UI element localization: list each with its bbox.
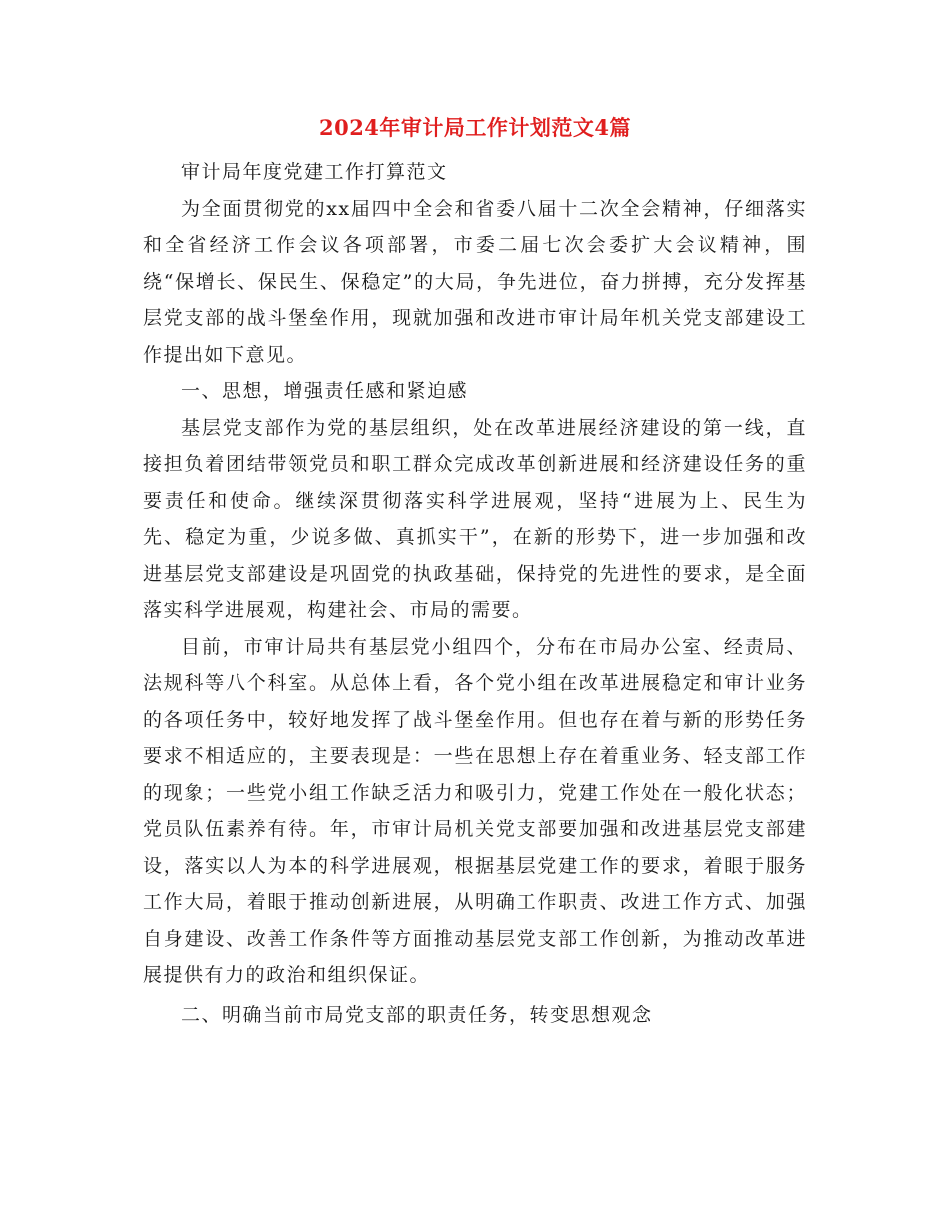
subtitle-paragraph: 审计局年度党建工作打算范文 [181,161,448,183]
section-heading-1: 一、思想，增强责任感和紧迫感 [181,380,469,402]
document-title: 2024年审计局工作计划范文4篇 [318,115,632,140]
document-body [143,154,807,1033]
body-paragraph-1: 基层党支部作为党的基层组织，处在改革进展经济建设的第一线，直接担负着团结带领党员和职工群众完成改革创新进展和经济建设任务的重要责任和使命。继续深贯彻落实科学进展观，坚持“进展为上、民生为先、稳定为重，少说多做、真抓实干”，在新的形势下，进一步加强和改进基层党支部建设是巩固党的执政基础，保持党的先进性的要求，是全面落实科学进展观，构建社会、市局的需要。 [143,416,807,621]
body-paragraph-2: 目前，市审计局共有基层党小组四个，分布在市局办公室、经责局、法规科等八个科室。从总体上看，各个党小组在改革进展稳定和审计业务的各项任务中，较好地发挥了战斗堡垒作用。但也存在着与新的形势任务要求不相适应的，主要表现是：一些在思想上存在着重业务、轻支部工作的现象；一些党小组工作缺乏活力和吸引力，党建工作处在一般化状态；党员队伍素养有待。年，市审计局机关党支部要加强和改进基层党支部建设，落实以人为本的科学进展观，根据基层党建工作的要求，着眼于服务工作大局，着眼于推动创新进展，从明确工作职责、改进工作方式、加强自身建设、改善工作条件等方面推动基层党支部工作创新，为推动改革进展提供有力的政治和组织保证。 [143,635,807,986]
intro-paragraph: 为全面贯彻党的xx届四中全会和省委八届十二次全会精神，仔细落实和全省经济工作会议各项部署，市委二届七次会委扩大会议精神，围绕“保增长、保民生、保稳定”的大局，争先进位，奋力拼搏，充分发挥基层党支部的战斗堡垒作用，现就加强和改进市审计局年机关党支部建设工作提出如下意见。 [143,197,807,366]
section-heading-2: 二、明确当前市局党支部的职责任务，转变思想观念 [181,1003,653,1026]
